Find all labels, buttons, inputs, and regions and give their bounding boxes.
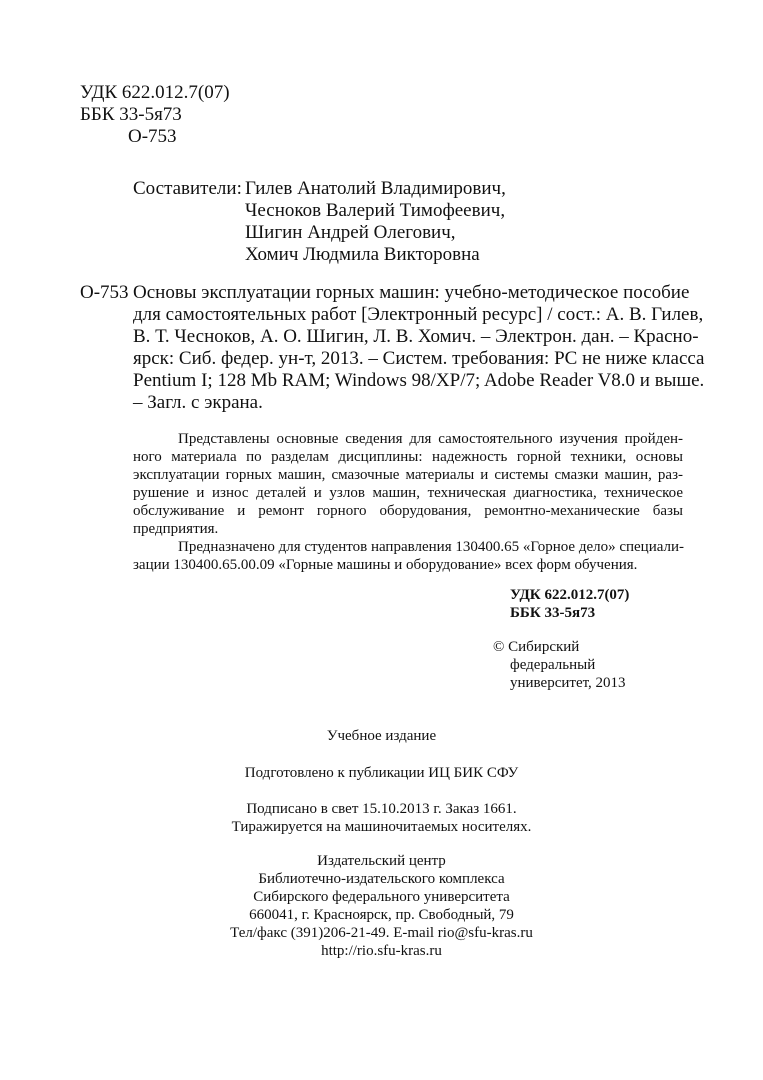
compiler-name: Хомич Людмила Викторовна (245, 244, 480, 265)
copyright-line: федеральный (510, 657, 596, 673)
publisher-url: http://rio.sfu-kras.ru (321, 943, 442, 959)
copyright-line: университет, 2013 (510, 675, 626, 691)
abstract-line: рушение и износ деталей и узлов машин, техническая диагностика, техническое (133, 485, 683, 501)
abstract-line: эксплуатации горных машин, смазочные материалы и системы смазки машин, раз- (133, 467, 683, 483)
header-bbk: ББК 33-5я73 (80, 104, 182, 125)
header-code: О-753 (128, 126, 177, 147)
compiler-name: Гилев Анатолий Владимирович, (245, 178, 506, 199)
biblio-line: В. Т. Чесноков, А. О. Шигин, Л. В. Хомич. – Электрон. дан. – Красно- (133, 326, 699, 347)
compiler-name: Чесноков Валерий Тимофеевич, (245, 200, 506, 221)
signed-info: Подписано в свет 15.10.2013 г. Заказ 1661. (246, 801, 517, 817)
purpose-line: Предназначено для студентов направления 130400.65 «Горное дело» специали- (178, 539, 685, 555)
biblio-line: ярск: Сиб. федер. ун-т, 2013. – Систем. требования: PC не ниже класса (133, 348, 705, 369)
abstract-line: предприятия. (133, 521, 219, 537)
classification-udk: УДК 622.012.7(07) (510, 587, 630, 603)
replication-info: Тиражируется на машиночитаемых носителях. (231, 819, 532, 835)
biblio-line: для самостоятельных работ [Электронный ресурс] / сост.: А. В. Гилев, (133, 304, 704, 325)
compilers-label: Составители: (133, 178, 242, 199)
publisher-line: Издательский центр (317, 853, 446, 869)
prepared-by: Подготовлено к публикации ИЦ БИК СФУ (244, 765, 519, 781)
biblio-code: О-753 (80, 282, 129, 303)
classification-bbk: ББК 33-5я73 (510, 605, 596, 621)
publisher-contact: Тел/факс (391)206-21-49. E-mail rio@sfu-kras.ru (230, 925, 533, 941)
publisher-line: Сибирского федерального университета (253, 889, 510, 905)
biblio-line: Основы эксплуатации горных машин: учебно-методическое пособие (133, 282, 690, 303)
header-udk: УДК 622.012.7(07) (80, 82, 230, 103)
biblio-line: Pentium I; 128 Mb RAM; Windows 98/XP/7; Adobe Reader V8.0 и выше. (133, 370, 705, 391)
copyright-line: © Сибирский (493, 639, 580, 655)
abstract-line: ного материала по разделам дисциплины: надежность горной техники, основы (133, 449, 683, 465)
abstract-line: Представлены основные сведения для самостоятельного изучения пройден- (178, 431, 683, 447)
abstract-line: обслуживание и ремонт горного оборудования, ремонтно-механические базы (133, 503, 683, 519)
edition-type: Учебное издание (326, 728, 437, 744)
publisher-address: 660041, г. Красноярск, пр. Свободный, 79 (249, 907, 514, 923)
compiler-name: Шигин Андрей Олегович, (245, 222, 456, 243)
biblio-line: – Загл. с экрана. (133, 392, 263, 413)
publisher-line: Библиотечно-издательского комплекса (258, 871, 505, 887)
purpose-line: зации 130400.65.00.09 «Горные машины и оборудование» всех форм обучения. (133, 557, 638, 573)
